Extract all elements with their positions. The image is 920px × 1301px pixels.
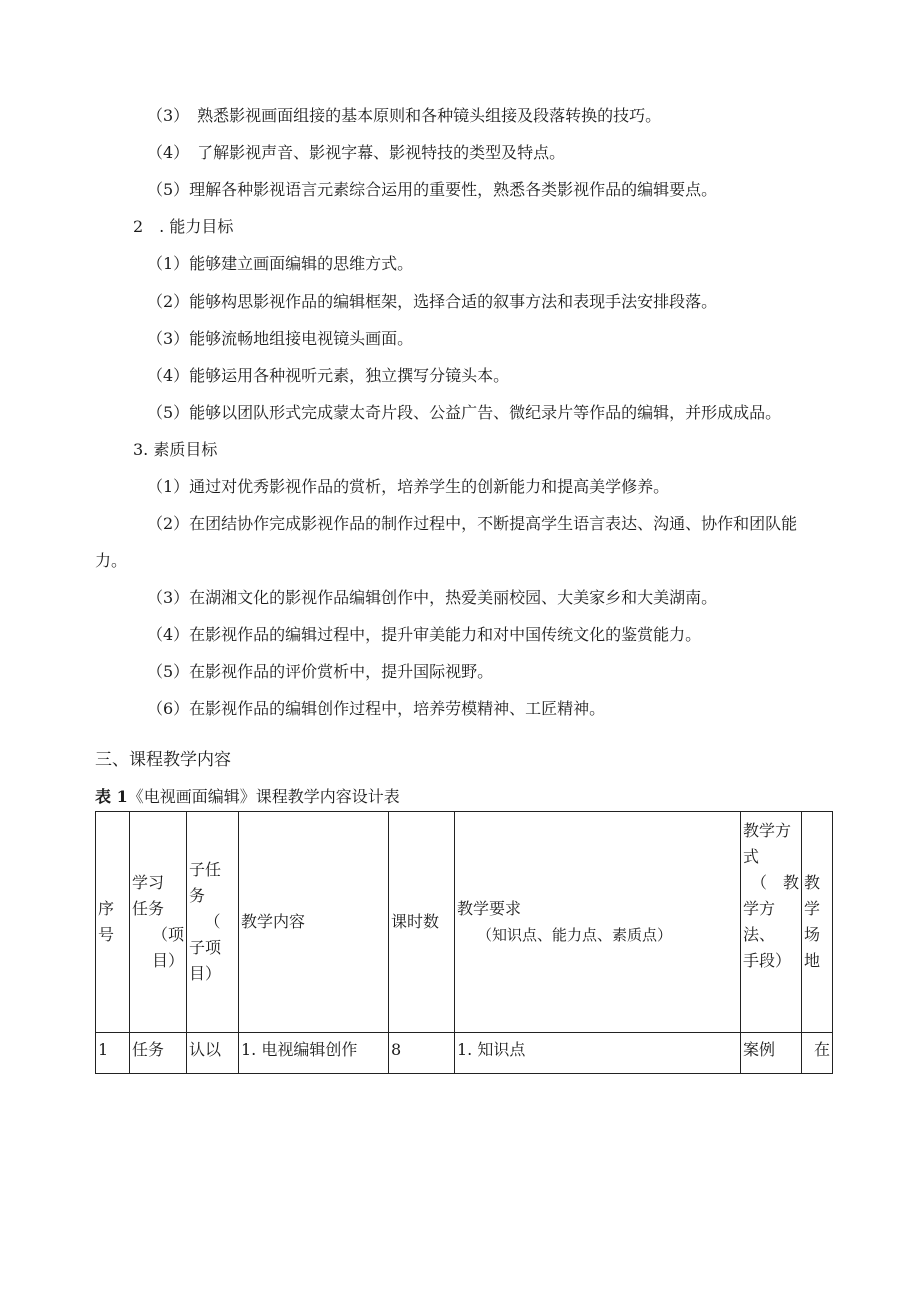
header-method: 教学方 式 （ 教 学方法、 手段） — [741, 812, 802, 1033]
header-seq: 序 号 — [96, 812, 130, 1033]
knowledge-item-4: （4） 了解影视声音、影视字幕、影视特技的类型及特点。 — [147, 143, 566, 162]
header-hours: 课时数 — [389, 812, 455, 1033]
knowledge-item-3: （3） 熟悉影视画面组接的基本原则和各种镜头组接及段落转换的技巧。 — [147, 106, 662, 125]
header-requirement: 教学要求 （知识点、能力点、素质点） — [455, 812, 741, 1033]
table-caption-title: 《电视画面编辑》课程教学内容设计表 — [127, 787, 400, 806]
section-title: 三、课程教学内容 — [95, 750, 231, 770]
table-caption — [95, 787, 400, 807]
quality-item-2-cont: 力。 — [95, 551, 128, 570]
ability-item-3: （3）能够流畅地组接电视镜头画面。 — [147, 329, 414, 348]
quality-item-3: （3）在湖湘文化的影视作品编辑创作中，热爱美丽校园、大美家乡和大美湖南。 — [147, 588, 718, 607]
cell-method: 案例 — [741, 1033, 802, 1074]
cell-seq: 1 — [96, 1033, 130, 1074]
table-caption-prefix: 表 1 — [95, 787, 128, 806]
ability-item-2: （2）能够构思影视作品的编辑框架，选择合适的叙事方法和表现手法安排段落。 — [147, 292, 718, 311]
cell-subtask: 认以 — [187, 1033, 239, 1074]
table-row — [96, 1033, 833, 1074]
header-content: 教学内容 — [239, 812, 389, 1033]
cell-requirement: 1. 知识点 — [455, 1033, 741, 1074]
ability-item-1: （1）能够建立画面编辑的思维方式。 — [147, 254, 414, 273]
header-subtask: 子任 务 （ 子项 目） — [187, 812, 239, 1033]
ability-item-5: （5）能够以团队形式完成蒙太奇片段、公益广告、微纪录片等作品的编辑，并形成成品。 — [147, 403, 782, 422]
quality-heading: 3. 素质目标 — [133, 440, 218, 459]
cell-hours: 8 — [389, 1033, 455, 1074]
quality-item-6: （6）在影视作品的编辑创作过程中，培养劳模精神、工匠精神。 — [147, 699, 606, 718]
header-task: 学习 任务 （项 目） — [130, 812, 187, 1033]
header-venue: 教 学 场 地 — [802, 812, 833, 1033]
quality-item-2: （2）在团结协作完成影视作品的制作过程中，不断提高学生语言表达、沟通、协作和团队能 — [147, 514, 798, 533]
ability-heading: 2 . 能力目标 — [133, 217, 234, 236]
quality-item-1: （1）通过对优秀影视作品的赏析，培养学生的创新能力和提高美学修养。 — [147, 477, 670, 496]
ability-item-4: （4）能够运用各种视听元素，独立撰写分镜头本。 — [147, 366, 510, 385]
quality-item-4: （4）在影视作品的编辑过程中，提升审美能力和对中国传统文化的鉴赏能力。 — [147, 625, 702, 644]
table-header-row — [96, 812, 833, 1033]
cell-venue: 在 — [802, 1033, 833, 1074]
quality-item-5: （5）在影视作品的评价赏析中，提升国际视野。 — [147, 662, 494, 681]
knowledge-item-5: （5）理解各种影视语言元素综合运用的重要性，熟悉各类影视作品的编辑要点。 — [147, 180, 718, 199]
course-content-table — [95, 811, 833, 1074]
cell-content: 1. 电视编辑创作 — [239, 1033, 389, 1074]
cell-task: 任务 — [130, 1033, 187, 1074]
